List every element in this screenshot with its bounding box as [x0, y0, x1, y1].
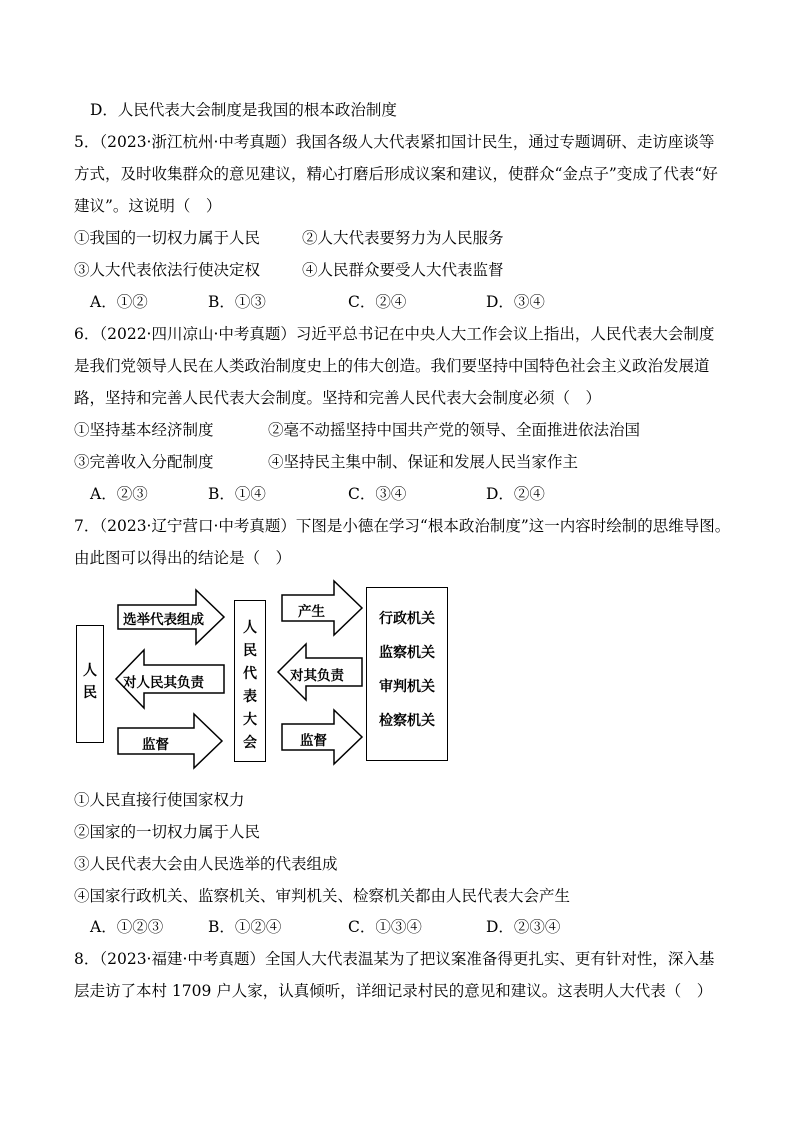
arrow-supervise-right-label: 监督	[300, 733, 327, 749]
congress-label: 人民代表大会	[243, 620, 257, 751]
arrow-supervise-left	[118, 714, 222, 768]
q6-statement-3: ③完善收入分配制度	[74, 453, 214, 471]
q6-stem-line-2: 是我们党领导人民在人类政治制度史上的伟大创造。我们要坚持中国特色社会主义政治发展道	[74, 357, 710, 375]
q8-stem-line-2: 层走访了本村 1709 户人家，认真倾听，详细记录村民的意见和建议。这表明人大代表（ ）	[74, 982, 713, 1000]
q7-choice-b[interactable]: B．①②④	[208, 918, 282, 936]
q7-statement-3: ③人民代表大会由人民选举的代表组成	[74, 855, 338, 873]
q7-statement-4: ④国家行政机关、监察机关、审判机关、检察机关都由人民代表大会产生	[74, 887, 571, 905]
organ-supervisory: 监察机关	[379, 645, 435, 661]
q6-choice-d[interactable]: D．②④	[486, 485, 545, 503]
q8-stem-line-1: 8．（2023·福建·中考真题）全国人大代表温某为了把议案准备得更扎实、更有针对性，深入基	[74, 950, 715, 968]
q6-choice-a[interactable]: A．②③	[90, 485, 148, 503]
q5-stem-line-1: 5．（2023·浙江杭州·中考真题）我国各级人大代表紧扣国计民生，通过专题调研、走访座谈等	[74, 133, 715, 151]
q6-statement-1: ①坚持基本经济制度	[74, 421, 214, 439]
people-box	[76, 625, 104, 743]
people-label: 人民	[83, 663, 97, 701]
q5-statement-4: ④人民群众要受人大代表监督	[302, 261, 504, 279]
q5-stem-line-2: 方式，及时收集群众的意见建议，精心打磨后形成议案和建议，使群众“金点子”变成了代表“好	[74, 165, 718, 183]
q6-statement-2: ②毫不动摇坚持中国共产党的领导、全面推进依法治国	[268, 421, 641, 439]
q7-statement-2: ②国家的一切权力属于人民	[74, 823, 261, 841]
arrow-produce-label: 产生	[298, 604, 325, 620]
q5-statement-3: ③人大代表依法行使决定权	[74, 261, 261, 279]
q6-choice-c[interactable]: C．③④	[348, 485, 407, 503]
arrow-supervise-left-label: 监督	[142, 737, 169, 753]
q5-stem-line-3: 建议”。这说明（ ）	[74, 197, 222, 215]
arrow-responsible-label: 对其负责	[290, 668, 344, 684]
state-organs-box	[366, 587, 448, 761]
q4-option-d: D．人民代表大会制度是我国的根本政治制度	[90, 101, 397, 119]
q6-stem-line-1: 6．（2022·四川凉山·中考真题）习近平总书记在中央人大工作会议上指出，人民代表大会制度	[74, 325, 715, 343]
q7-stem-line-1: 7．（2023·辽宁营口·中考真题）下图是小德在学习“根本政治制度”这一内容时绘制的思维导图。	[74, 517, 731, 535]
organ-procuratorial: 检察机关	[379, 713, 435, 729]
arrow-elect-label: 选举代表组成	[123, 612, 204, 628]
q6-choice-b[interactable]: B．①④	[208, 485, 266, 503]
q7-choice-c[interactable]: C．①③④	[348, 918, 422, 936]
q5-statement-2: ②人大代表要努力为人民服务	[302, 229, 504, 247]
q7-choice-a[interactable]: A．①②③	[90, 918, 164, 936]
q5-choice-b[interactable]: B．①③	[208, 293, 266, 311]
organ-judicial: 审判机关	[379, 679, 435, 695]
q6-statement-4: ④坚持民主集中制、保证和发展人民当家作主	[268, 453, 579, 471]
organ-administrative: 行政机关	[379, 611, 435, 627]
congress-box	[234, 600, 266, 762]
q7-stem-line-2: 由此图可以得出的结论是（ ）	[74, 549, 292, 567]
q5-choice-d[interactable]: D．③④	[486, 293, 545, 311]
arrow-responsible-people-label: 对人民其负责	[123, 675, 204, 691]
q5-choice-c[interactable]: C．②④	[348, 293, 407, 311]
q7-choice-d[interactable]: D．②③④	[486, 918, 561, 936]
q5-choice-a[interactable]: A．①②	[90, 293, 148, 311]
q6-stem-line-3: 路，坚持和完善人民代表大会制度。坚持和完善人民代表大会制度必须（ ）	[74, 389, 602, 407]
q7-statement-1: ①人民直接行使国家权力	[74, 791, 245, 809]
q5-statement-1: ①我国的一切权力属于人民	[74, 229, 261, 247]
